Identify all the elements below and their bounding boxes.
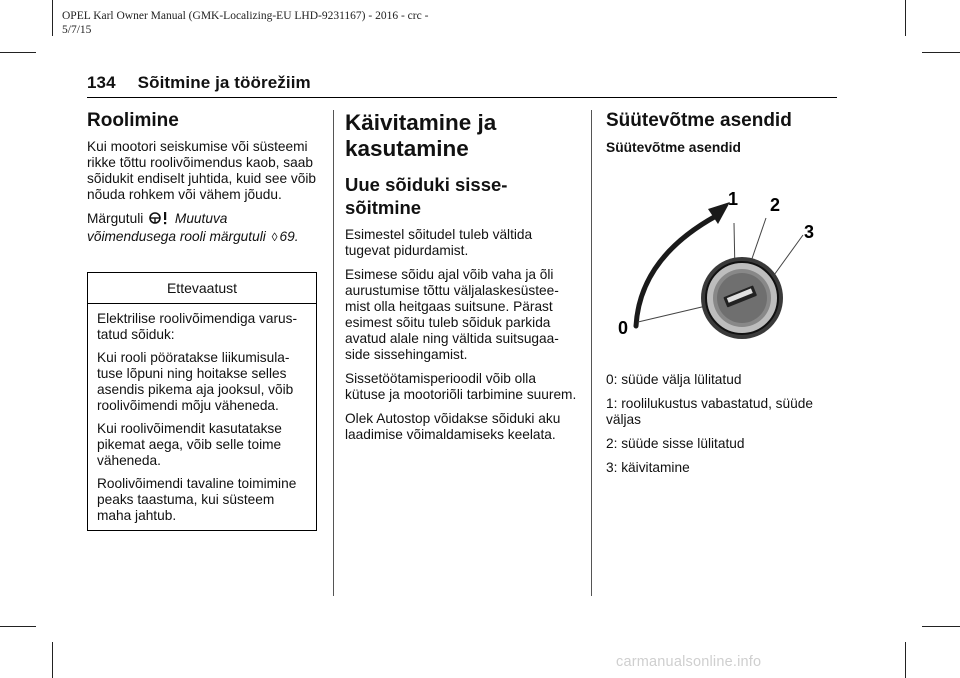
crop-mark bbox=[905, 642, 906, 678]
print-metadata-line2: 5/7/15 bbox=[62, 24, 92, 36]
header-rule bbox=[87, 97, 837, 98]
running-in-paragraph: Esimestel sõitudel tuleb vältida tugevat pidurdamist. bbox=[345, 227, 533, 258]
crop-mark bbox=[0, 52, 36, 53]
ignition-positions-list bbox=[606, 372, 838, 484]
caution-paragraph: Kui roolivõimendit kasutatakse pikemat aega, võib selle toime väheneda. bbox=[97, 421, 282, 468]
steering-wheel-exclamation-icon bbox=[149, 211, 169, 229]
caution-paragraph: Kui rooli pööratakse liikumisula-tuse lõpuni ning hoitakse selles asendis pikema aja jooksul, võib roolivõimendi mõju väheneda. bbox=[97, 350, 294, 413]
steering-paragraph: Kui mootori seiskumise või süsteemi rikke tõttu roolivõimendus kaob, saab sõidukit endiselt juhtida, kuid see võib nõuda rohkem või vähem jõudu. bbox=[87, 139, 317, 202]
running-in-paragraph: Olek Autostop võidakse sõiduki aku laadimise võimaldamiseks keelata. bbox=[345, 411, 561, 442]
page-reference-icon: ◊ bbox=[271, 230, 278, 244]
column-ignition bbox=[606, 110, 838, 156]
list-item: 3: käivitamine bbox=[606, 460, 690, 475]
caution-paragraph: Roolivõimendi tavaline toimimine peaks taastuma, kui süsteem maha jahtub. bbox=[97, 476, 297, 523]
column-starting bbox=[345, 110, 577, 451]
section-heading-steering: Roolimine bbox=[87, 110, 179, 131]
running-header bbox=[87, 73, 311, 93]
crop-mark bbox=[52, 642, 53, 678]
figure-label-0: 0 bbox=[618, 318, 629, 338]
page-number: 134 bbox=[87, 73, 116, 92]
running-in-paragraph: Esimese sõidu ajal võib vaha ja õli aurustumise tõttu väljalaskesüstee-mist olla heitgaas suitsune. Pärast esimest sõitu tuleb sõiduk parkida avatud alale ning vältida suitsugaa-side sissehingamist. bbox=[345, 267, 559, 362]
column-divider bbox=[591, 110, 592, 596]
indicator-reference: Märgutuli Muutuva võimendusega rooli märgutuli ◊ 69. bbox=[87, 211, 299, 244]
indicator-ref-page[interactable]: 69 bbox=[279, 229, 295, 244]
crop-mark bbox=[922, 626, 960, 627]
print-metadata-line1: OPEL Karl Owner Manual (GMK-Localizing-EU LHD-9231167) - 2016 - crc - bbox=[62, 10, 429, 22]
column-steering bbox=[87, 110, 319, 253]
running-in-paragraph: Sissetöötamisperioodil võib olla kütuse ja mootoriõli tarbimine suurem. bbox=[345, 371, 577, 402]
section-heading-ignition: Süütevõtme asendid bbox=[606, 110, 792, 131]
crop-mark bbox=[905, 0, 906, 36]
indicator-ref-link[interactable]: Muutuva võimendusega rooli märgutuli bbox=[87, 211, 266, 244]
chapter-title: Sõitmine ja töörežiim bbox=[137, 73, 311, 92]
indicator-prefix: Märgutuli bbox=[87, 211, 144, 226]
crop-mark bbox=[0, 626, 36, 627]
print-metadata bbox=[62, 9, 582, 37]
subsection-heading-running-in: Uue sõiduki sisse-sõitmine bbox=[345, 174, 508, 218]
caution-body bbox=[88, 304, 316, 524]
figure-label-1: 1 bbox=[728, 189, 739, 209]
column-divider bbox=[333, 110, 334, 596]
section-heading-starting: Käivitamine ja kasutamine bbox=[345, 110, 497, 161]
list-item: 0: süüde välja lülitatud bbox=[606, 372, 742, 387]
crop-mark bbox=[52, 0, 53, 36]
caution-paragraph: Elektrilise roolivõimendiga varus-tatud sõiduk: bbox=[97, 311, 298, 342]
crop-mark bbox=[922, 52, 960, 53]
list-item: 2: süüde sisse lülitatud bbox=[606, 436, 745, 451]
figure-label-3: 3 bbox=[804, 222, 815, 242]
list-item: 1: roolilukustus vabastatud, süüde väljas bbox=[606, 396, 813, 427]
ignition-switch-figure bbox=[606, 178, 836, 348]
subsection-heading-ignition: Süütevõtme asendid bbox=[606, 140, 741, 155]
ignition-switch-icon bbox=[606, 178, 836, 348]
watermark: carmanualsonline.info bbox=[616, 654, 762, 670]
figure-label-2: 2 bbox=[770, 195, 781, 215]
caution-box bbox=[87, 272, 317, 531]
caution-title: Ettevaatust bbox=[88, 273, 316, 304]
